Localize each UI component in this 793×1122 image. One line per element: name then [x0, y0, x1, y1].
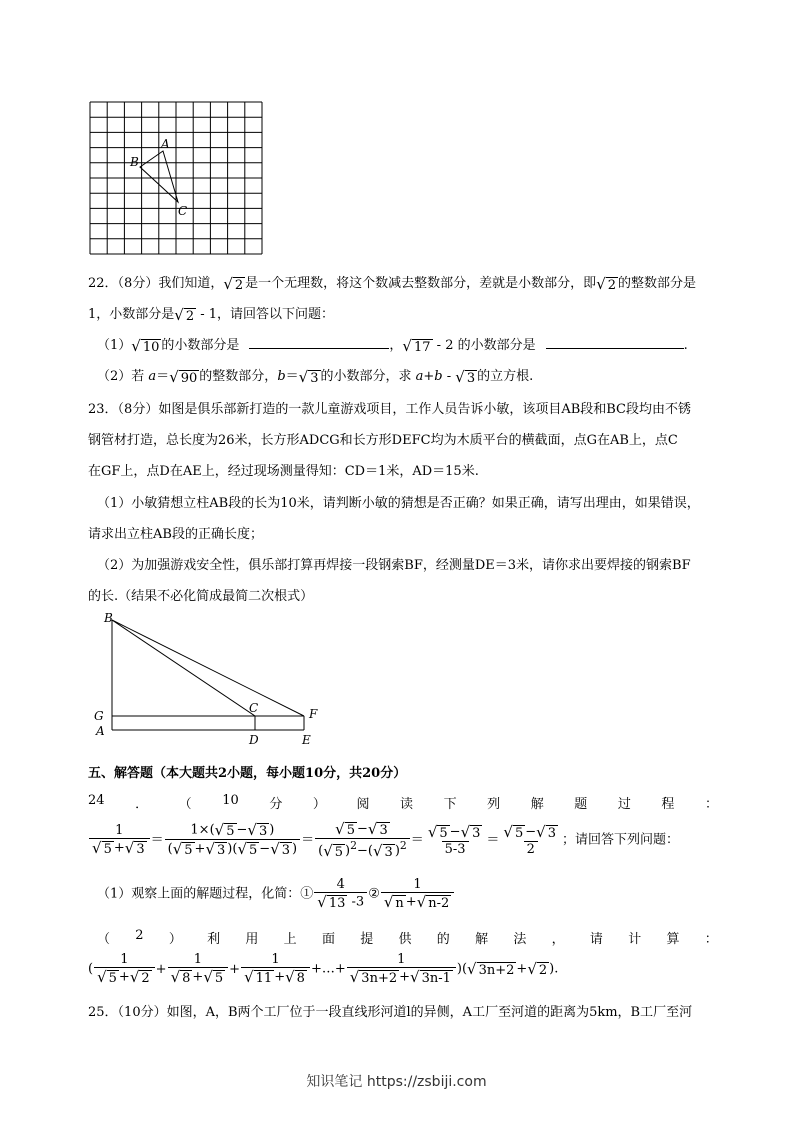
q22-text: -	[442, 369, 456, 384]
q24-head-char: 阅	[356, 797, 370, 812]
equals-sign: ＝	[486, 832, 500, 848]
q23-part2-line2: 的长.（结果不必化简成最简二次根式）	[88, 589, 314, 604]
q24-head	[88, 793, 718, 812]
q23-part1-line2: 请求出立柱AB段的正确长度；	[88, 527, 263, 542]
sum-term-fraction: $\frac{1}{√ 8 +√ 5}$	[168, 952, 229, 986]
q24-part2-head-char: 算	[666, 932, 680, 947]
sqrt-10: √ 10	[131, 336, 160, 355]
grid-label-a: A	[161, 137, 170, 151]
frac-step-4: $\frac{√ 5 -√ 3}{5-3}$	[427, 822, 481, 857]
q24-head-char: 10	[222, 793, 239, 808]
q24-head-char: 列	[487, 797, 501, 812]
grid-label-c: C	[178, 204, 188, 218]
q24-part2-head-char: 2	[135, 928, 144, 943]
equals-sign: ＝	[301, 832, 315, 848]
q24-part2-head-char: 的	[436, 932, 450, 947]
q24-head-char: 下	[443, 797, 457, 812]
q22-text: 是一个无理数，将这个数减去整数部分，差就是小数部分，即	[245, 276, 597, 291]
q24-head-char: 题	[574, 797, 588, 812]
equals-sign: ＝	[410, 832, 424, 848]
q24-part1	[97, 877, 455, 911]
q22-text: 的整数部分，	[199, 369, 278, 384]
frac-step-1: $\frac{1}{√ 5 +√ 3}$	[89, 823, 150, 857]
q24-part2-head-char: 解	[475, 932, 489, 947]
q24-head-char: 解	[530, 797, 544, 812]
q23-line2: 钢管材打造，总长度为26米，长方形ADCG和长方形DEFC均为木质平台的横截面，点G在AB上，点C	[88, 433, 678, 448]
q22-text: - 1，请回答以下问题：	[196, 307, 335, 322]
var-b: b	[277, 369, 286, 384]
q24-part2-head-char: 提	[360, 932, 374, 947]
fig-label-c: C	[249, 701, 259, 715]
frac-simplify-2: $\frac{1}{√ n +√ n-2}$	[381, 877, 454, 911]
segment-bc	[112, 620, 255, 716]
grid-lines	[90, 102, 262, 254]
q24-part2-head-char: 利	[207, 932, 221, 947]
q24-text: ；请回答下列问题：	[562, 832, 680, 848]
q23-figure	[88, 608, 348, 750]
sum-term-fraction: $\frac{1}{√ 11 +√ 8}$	[241, 952, 310, 986]
q25-line1: 25．（10分）如图，A，B两个工厂位于一段直线形河道l的异侧，A工厂至河道的距离为5km，B工厂至河	[88, 1005, 693, 1020]
q24-head-char: 读	[400, 797, 414, 812]
q22-part2	[97, 365, 533, 386]
q24-text: （1）观察上面的解题过程，化简：①	[97, 886, 314, 902]
frac-step-3: $\frac{√ 5 -√ 3}{(√ 5 )^2-(√ 3 )^2}$	[315, 820, 410, 860]
segment-bf	[112, 620, 304, 716]
q22-text: 22．（8分）我们知道，	[88, 276, 224, 291]
q24-head-char: 过	[617, 797, 631, 812]
sqrt-3: √ 3	[298, 367, 319, 386]
fig-label-g: G	[94, 709, 104, 723]
answer-blank-2[interactable]	[546, 336, 684, 349]
q24-head-char: 24	[88, 793, 105, 808]
var-a: a	[148, 369, 157, 384]
grid-label-b: B	[130, 155, 139, 169]
sqrt-90: √ 90	[169, 367, 198, 386]
q24-head-char: （	[178, 797, 192, 812]
q24-part2-head-char: 用	[245, 932, 259, 947]
q24-derivation	[88, 820, 679, 860]
fig-label-e: E	[302, 733, 311, 747]
frac-step-2: $\frac{1\times(√ 5 -√ 3 )}{(√ 5 +√ 3 )(√ 5 -√ 3 )}$	[165, 821, 301, 858]
footer-watermark: 知识笔记 https://zsbiji.com	[306, 1074, 487, 1090]
plus-sign: +	[155, 961, 167, 977]
plus-sign: +	[229, 961, 241, 977]
answer-blank-1[interactable]	[249, 336, 389, 349]
fig-label-a: A	[96, 724, 105, 738]
sqrt-17: √ 17	[402, 336, 431, 355]
q24-head-char: ）	[312, 797, 326, 812]
q23-part2-line1: （2）为加强游戏安全性，俱乐部打算再焊接一段钢索BF，经测量DE＝3米，请你求出要焊接的钢索BF	[97, 558, 691, 573]
q24-part2-head-char: 请	[589, 932, 603, 947]
q24-part2-expression: ( $\frac{1}{√ 5 +√ 2}$ + $\frac{1}{√ 8 +√ 5}$ + $\frac{1}{√ 11 +√ 8}$ +…+ $\frac{1}{√ 3n+2 +√ 3n-1}$ )(√ 3n+2 +√ 2 ).	[88, 952, 559, 986]
equals-sign: ＝	[150, 832, 164, 848]
q24-head-char: 程	[661, 797, 675, 812]
q24-text: ②	[368, 886, 380, 902]
q22-text: 的小数部分，求	[320, 369, 416, 384]
q24-head-char: ．	[135, 797, 149, 812]
frac-simplify-1: $\frac{4}{√ 13 -3}$	[314, 877, 367, 911]
fig-label-b: B	[104, 611, 113, 625]
frac-step-5: $\frac{√ 5 -√ 3}{2}$	[503, 822, 557, 857]
q24-part2-head-char: ：	[704, 932, 718, 947]
ellipsis: +…+	[310, 961, 346, 977]
q22-text: （1）	[97, 338, 132, 353]
q24-part2-head-char: 上	[283, 932, 297, 947]
q22-part1	[97, 334, 688, 355]
q22-text: 的立方根.	[477, 369, 534, 384]
q22-text: 1，小数部分是	[88, 307, 175, 322]
sqrt-2: √ 2	[596, 274, 617, 293]
q24-part2-head-char: ）	[168, 932, 182, 947]
expr-a-plus-b: a+b	[415, 369, 443, 384]
q24-head-char: 分	[269, 797, 283, 812]
fig-label-d: D	[249, 733, 259, 747]
sqrt-3n-plus-2: √ 3n+2	[467, 960, 515, 978]
sum-terms	[93, 952, 311, 986]
q22-line2	[88, 303, 334, 324]
q23-line1: 23．（8分）如图是俱乐部新打造的一款儿童游戏项目，工作人员告诉小敏，该项目AB段和BC段均由不锈	[88, 402, 691, 417]
sum-term-fraction: $\frac{1}{√ 5 +√ 2}$	[94, 952, 155, 986]
q24-part2-head-char: ，	[551, 932, 565, 947]
q22-text: - 2 的小数部分是	[432, 338, 536, 353]
section-5-title: 五、解答题（本大题共2小题，每小题10分，共20分）	[88, 766, 407, 781]
q24-part2-head	[97, 928, 718, 947]
q23-part1-line1: （1）小敏猜想立柱AB段的长为10米，请判断小敏的猜想是否正确？如果正确，请写出理由，如果错误，	[97, 496, 700, 511]
sqrt-2: √ 2	[174, 305, 195, 324]
q23-line3: 在GF上，点D在AE上，经过现场测量得知：CD＝1米，AD＝15米.	[88, 464, 479, 479]
q24-part2-head-char: 供	[398, 932, 412, 947]
q24-head-char: ：	[704, 797, 718, 812]
q24-part2-head-char: 计	[628, 932, 642, 947]
q24-part2-head-char: （	[97, 932, 111, 947]
q22-text: （2）若	[97, 369, 149, 384]
q22-text: .	[683, 338, 688, 353]
sqrt-2: √ 2	[223, 274, 244, 293]
q24-part2-head-char: 法	[513, 932, 527, 947]
fig-label-f: F	[309, 707, 318, 721]
grid-figure	[88, 100, 264, 256]
q22-line1	[88, 272, 696, 293]
q22-text: ＝	[285, 369, 299, 384]
frac-last-term: $\frac{1}{√ 3n+2 +√ 3n-1}$	[347, 952, 456, 986]
sqrt-2: √ 2	[527, 960, 548, 978]
q22-text: 的整数部分是	[618, 276, 697, 291]
q22-text: ＝	[156, 369, 170, 384]
q22-text: 的小数部分是	[161, 338, 240, 353]
q24-part2-head-char: 面	[321, 932, 335, 947]
sqrt-3: √ 3	[455, 367, 476, 386]
q22-text: ，	[389, 338, 403, 353]
